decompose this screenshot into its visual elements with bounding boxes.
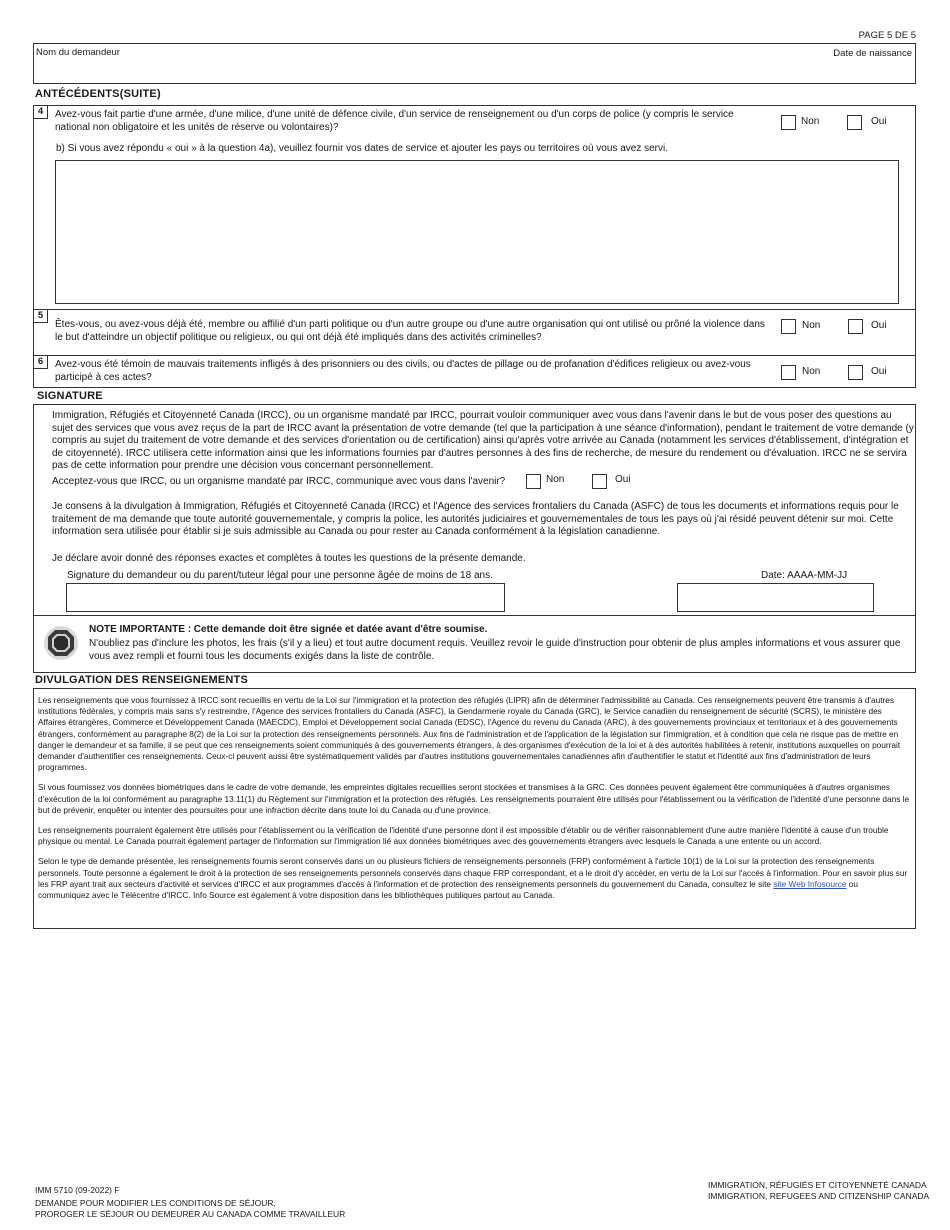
question-number: 4 — [34, 106, 48, 119]
disclosure-paragraph-1: Les renseignements que vous fournissez à IRCC sont recueillis en vertu de la Loi sur l'immigration et la protection des réfugiés (LIPR) afin de déterminer l'admissibilité au Canada. Ces renseignements peuvent être transmis à d'autres institutions fédérales, y compris mais sans s'y restreindre, l'Agence des services frontaliers du Canada (ASFC), la Gendarmerie royale du Canada (GRC), le Service canadien du renseignement de sécurité (SCRS), le ministère des Affaires étrangères, Commerce et Développement Canada (MAECDC), Emploi et Développement social Canada (EDSC), l'Agence du revenu du Canada (ARC), à des gouvernements provinciaux et territoriaux et à des gouvernements étrangers, conformément au paragraphe 8(2) de la Loi sur la protection des renseignements personnels. Aux fins de l'administration et de l'application de la législation sur l'immigration, et à condition que cela ne risque pas de mettre en danger le demandeur et sa famille, il se peut que ces renseignements soient communiqués à des gouvernements étrangers, à des organismes d'exécution de la loi et à des autorités habilitées à retenir, institutions auxquelles on pourrait demander d'authentifier ces renseignements. Ceux-ci peuvent aussi être systématiquement validés par d'autres institutions gouvernementales canadiennes afin d'authentifier le statut et l'identité aux fins d'administration de leurs programmes. — [38, 695, 901, 773]
yes-label: Oui — [871, 116, 887, 127]
disclosure-section-title: DIVULGATION DES RENSEIGNEMENTS — [35, 674, 248, 686]
disclosure-paragraph-4 — [38, 856, 911, 901]
applicant-name-label: Nom du demandeur — [36, 47, 120, 58]
signature-section-title: SIGNATURE — [37, 390, 103, 402]
question-6-box — [33, 355, 916, 388]
no-label: Non — [801, 116, 820, 127]
date-of-birth-label: Date de naissance — [833, 48, 912, 59]
question-6-text: Avez-vous été témoin de mauvais traitements infligés à des prisonniers ou des civils, ou d'actes de pillage ou de profanation d'édifices religieux ou avez-vous participé à ces actes? — [55, 359, 751, 383]
background-section-title: ANTÉCÉDENTS(SUITE) — [35, 88, 161, 100]
contact-consent-no-checkbox[interactable] — [526, 474, 541, 489]
contact-consent-paragraph: Immigration, Réfugiés et Citoyenneté Canada (IRCC), ou un organisme mandaté par IRCC, pourrait vouloir communiquer avec vous dans l'avenir dans le but de vous poser des questions au sujet des services que vous avez reçus de la part de IRCC avant la présentation de votre demande (tel que la participation à une séance d'information), pendant le traitement de votre demande (y compris au sujet du traitement de votre demande et des services d'orientation ou de certification) ainsi qu'après votre arrivée au Canada (notamment les services d'établissement, d'intégration et de citoyenneté). IRCC utilisera cette information ainsi que les informations fournies par d'autres personnes à des fins de recherche, de mesure du rendement ou d'évaluation. IRCC ne se servira pas de cette information pour prendre une décision vous concernant personnellement. — [52, 410, 914, 471]
disclosure-paragraph-2: Si vous fournissez vos données biométriques dans le cadre de votre demande, les empreintes digitales recueillies seront stockées et transmises à la GRC. Ces données peuvent également être communiquées à d'autres organismes d'exécution de la loi conformément au paragraphe 13.11(1) du Règlement sur l'immigration et la protection des réfugiés. Les renseignements pourraient être utilisés pour l'établissement ou la vérification de l'identité d'une personne dans le but de prévenir, enquêter ou intenter des poursuites pour une infraction décrite dans toute loi du Canada ou d'une province. — [38, 782, 910, 815]
disclosure-paragraph-4-end: ou communiquez avec le Télécentre d'IRCC. Info Source est également à votre disposition dans les bibliothèques publiques partout au Canada. — [38, 878, 859, 901]
page-number: PAGE 5 DE 5 — [858, 30, 916, 41]
yes-label: Oui — [871, 320, 887, 331]
disclosure-box — [33, 688, 916, 929]
question-5-yes-checkbox[interactable] — [848, 319, 863, 334]
disclosure-paragraph-3: Les renseignements pourraient également être utilisés pour l'établissement ou la vérification de l'identité d'une personne dont il est impossible d'établir ou de vérifier raisonnablement d'une autre manière l'identité à cause d'un trouble physique ou mental. Le Canada pourrait également partager de l'information sur l'immigration lié aux données biométriques avec des gouvernements étrangers avec lesquels le Canada a une entente ou un accord. — [38, 825, 889, 847]
applicant-header-box — [33, 43, 916, 84]
note-text: N'oubliez pas d'inclure les photos, les frais (s'il y a lieu) et tout autre document requis. Veuillez revoir le guide d'instruction pour obtenir de plus amples informations et vous assurer que vous avez rempli et fourni tous les documents exigés dans la liste de contrôle. — [89, 638, 901, 662]
question-4-box — [33, 105, 916, 310]
form-title-line-2: PROROGER LE SÉJOUR OU DEMEURER AU CANADA COMME TRAVAILLEUR — [35, 1209, 346, 1219]
disclosure-paragraph-4-start: Selon le type de demande présentée, les renseignements fournis seront conservés dans un ou plusieurs fichiers de renseignements personnels (FRP) conformément à l'article 10(1) de la Loi sur la protection des renseignements personnels. Toute personne a également le droit à la protection de ses renseignements personnels conservés dans chaque FRP correspondant, et a le droit d'y accéder, en vertu de la Loi sur l'accès à l'information. Pour en savoir plus sur les FRP ayant trait aux secteurs d'activité et services d'IRCC et aux programmes d'accès à l'information et de protection des renseignements personnels du gouvernement du Canada, consultez le site — [38, 856, 908, 889]
question-4-text: Avez-vous fait partie d'une armée, d'une milice, d'une unité de défence civile, d'un service de renseignement ou d'un corps de police (y compris le service national non obligatoire et les unités de réserve ou volontaires)? — [55, 109, 734, 133]
question-6-no-checkbox[interactable] — [781, 365, 796, 380]
department-name-fr: IMMIGRATION, RÉFUGIÉS ET CITOYENNETÉ CANADA — [708, 1180, 927, 1190]
signature-field[interactable] — [66, 583, 505, 612]
form-code: IMM 5710 (09-2022) F — [35, 1185, 120, 1195]
question-4-yes-checkbox[interactable] — [847, 115, 862, 130]
no-label: Non — [802, 366, 821, 377]
important-note-box — [33, 615, 916, 673]
question-4b-text: b) Si vous avez répondu « oui » à la question 4a), veuillez fournir vos dates de service et ajouter les pays ou territoires où vous avez servi. — [56, 143, 668, 154]
question-5-text: Êtes-vous, ou avez-vous déjà été, membre ou affilié d'un parti politique ou d'un autre groupe ou d'une autre organisation qui ont utilisé ou prôné la violence dans le but d'atteindre un objectif politique ou religieux, ou qui ont déjà été impliqués dans des activités criminelles? — [55, 319, 765, 343]
question-6-yes-checkbox[interactable] — [848, 365, 863, 380]
declaration-text: Je déclare avoir donné des réponses exactes et complètes à toutes les questions de la présente demande. — [52, 553, 526, 564]
note-title: NOTE IMPORTANTE : Cette demande doit être signée et datée avant d'être soumise. — [89, 624, 488, 635]
contact-consent-question: Acceptez-vous que IRCC, ou un organisme mandaté par IRCC, communique avec vous dans l'avenir? — [52, 476, 506, 487]
yes-label: Oui — [615, 474, 631, 485]
yes-label: Oui — [871, 366, 887, 377]
disclosure-consent-paragraph: Je consens à la divulgation à Immigration, Réfugiés et Citoyenneté Canada (IRCC) et l'Agence des services frontaliers du Canada (ASFC) de tous les documents et informations requis pour le traitement de ma demande que toute autorité gouvernementale, y compris la police, les autorités judiciaires et gouvernementales de tous les pays où j'ai résidé peuvent détenir sur moi. Cette information sera utilisée pour établir si je suis admissible au Canada ou pour rester au Canada conformément à la législation canadienne. — [52, 501, 899, 537]
signature-box — [33, 404, 916, 616]
no-label: Non — [802, 320, 821, 331]
question-5-box — [33, 309, 916, 356]
signature-label: Signature du demandeur ou du parent/tuteur légal pour une personne âgée de moins de 18 ans. — [67, 570, 493, 581]
no-label: Non — [546, 474, 565, 485]
question-5-no-checkbox[interactable] — [781, 319, 796, 334]
date-label: Date: AAAA-MM-JJ — [761, 570, 848, 581]
question-number: 5 — [34, 310, 48, 323]
infosource-link[interactable]: site Web Infosource — [773, 878, 847, 889]
question-number: 6 — [34, 356, 48, 369]
date-field[interactable] — [677, 583, 874, 612]
department-name-en: IMMIGRATION, REFUGEES AND CITIZENSHIP CANADA — [708, 1191, 930, 1201]
service-details-textarea[interactable] — [55, 160, 899, 304]
contact-consent-yes-checkbox[interactable] — [592, 474, 607, 489]
question-4-no-checkbox[interactable] — [781, 115, 796, 130]
warning-octagon-icon — [43, 625, 79, 661]
form-title-line-1: DEMANDE POUR MODIFIER LES CONDITIONS DE SÉJOUR, — [35, 1198, 276, 1208]
